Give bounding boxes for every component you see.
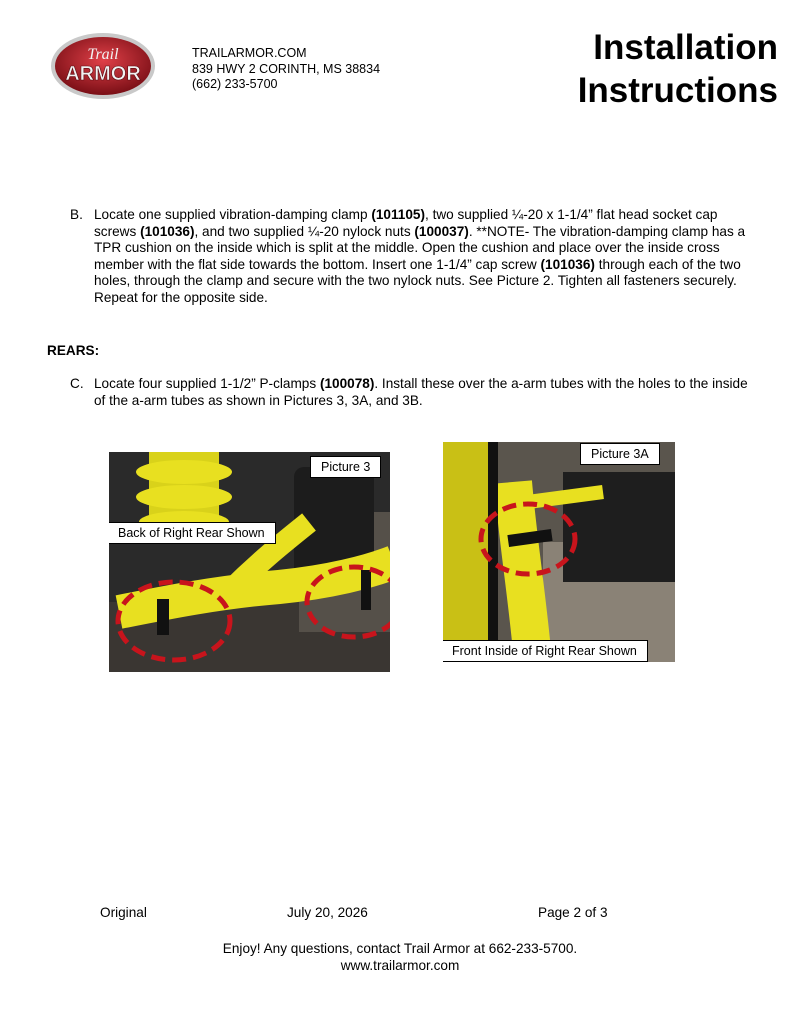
company-address: 839 HWY 2 CORINTH, MS 38834: [192, 61, 381, 76]
part-number: (100037): [414, 223, 469, 239]
document-title: [578, 26, 778, 112]
step-b-text: Locate one supplied vibration-damping clamp (101105), two supplied ¼-20 x 1-1/4” flat head socket cap screws (101036), and two supplied ¼-20 nylock nuts (100037). **NOTE- The vibration-damping clamp has a TPR cushion on the inside which is split at the middle. Open the cushion and place over the inside cross member with the flat side towards the bottom. Insert one 1-1/4” cap screw (101036) through each of the two holes, through the clamp and secure with the two nylock nuts. See Picture 2. Tighten all fasteners securely. Repeat for the opposite side.: [94, 207, 746, 305]
part-number: (101036): [540, 256, 595, 272]
footer-original: Original: [100, 905, 147, 920]
company-website: TRAILARMOR.COM: [192, 46, 307, 60]
section-heading-rears: REARS:: [47, 343, 100, 358]
step-letter: C.: [70, 376, 84, 391]
step-c-text: Locate four supplied 1-1/2” P-clamps (100078). Install these over the a-arm tubes with the holes to the inside of the a-arm tubes as shown in Pictures 3, 3A, and 3B.: [94, 376, 748, 408]
svg-text:ARMOR: ARMOR: [65, 63, 141, 85]
part-number: (100078): [319, 376, 375, 391]
svg-text:Trail: Trail: [87, 46, 119, 63]
part-number: (101105): [371, 207, 426, 222]
company-contact: [192, 46, 380, 93]
step-letter: B.: [70, 207, 83, 222]
picture-3a: [443, 442, 675, 662]
company-phone: (662) 233-5700: [192, 77, 278, 91]
step-c: [70, 376, 750, 409]
footer-contact: [0, 940, 800, 974]
picture-caption: Back of Right Rear Shown: [109, 522, 276, 544]
picture-caption: Front Inside of Right Rear Shown: [443, 640, 648, 662]
footer-website-link[interactable]: www.trailarmor.com: [340, 958, 460, 973]
footer-page-number: Page 2 of 3: [538, 905, 608, 920]
title-line-1: Installation: [593, 28, 778, 67]
picture-3: [109, 452, 390, 672]
title-line-2: Instructions: [577, 71, 778, 110]
picture-label: Picture 3A: [580, 443, 660, 465]
footer-date: July 20, 2026: [287, 905, 368, 920]
picture-label: Picture 3: [310, 456, 381, 478]
part-number: (101036): [140, 223, 195, 239]
footer-enjoy-text: Enjoy! Any questions, contact Trail Armor at 662-233-5700.: [222, 941, 578, 956]
trail-armor-logo: [50, 32, 156, 100]
step-b: [70, 207, 750, 306]
